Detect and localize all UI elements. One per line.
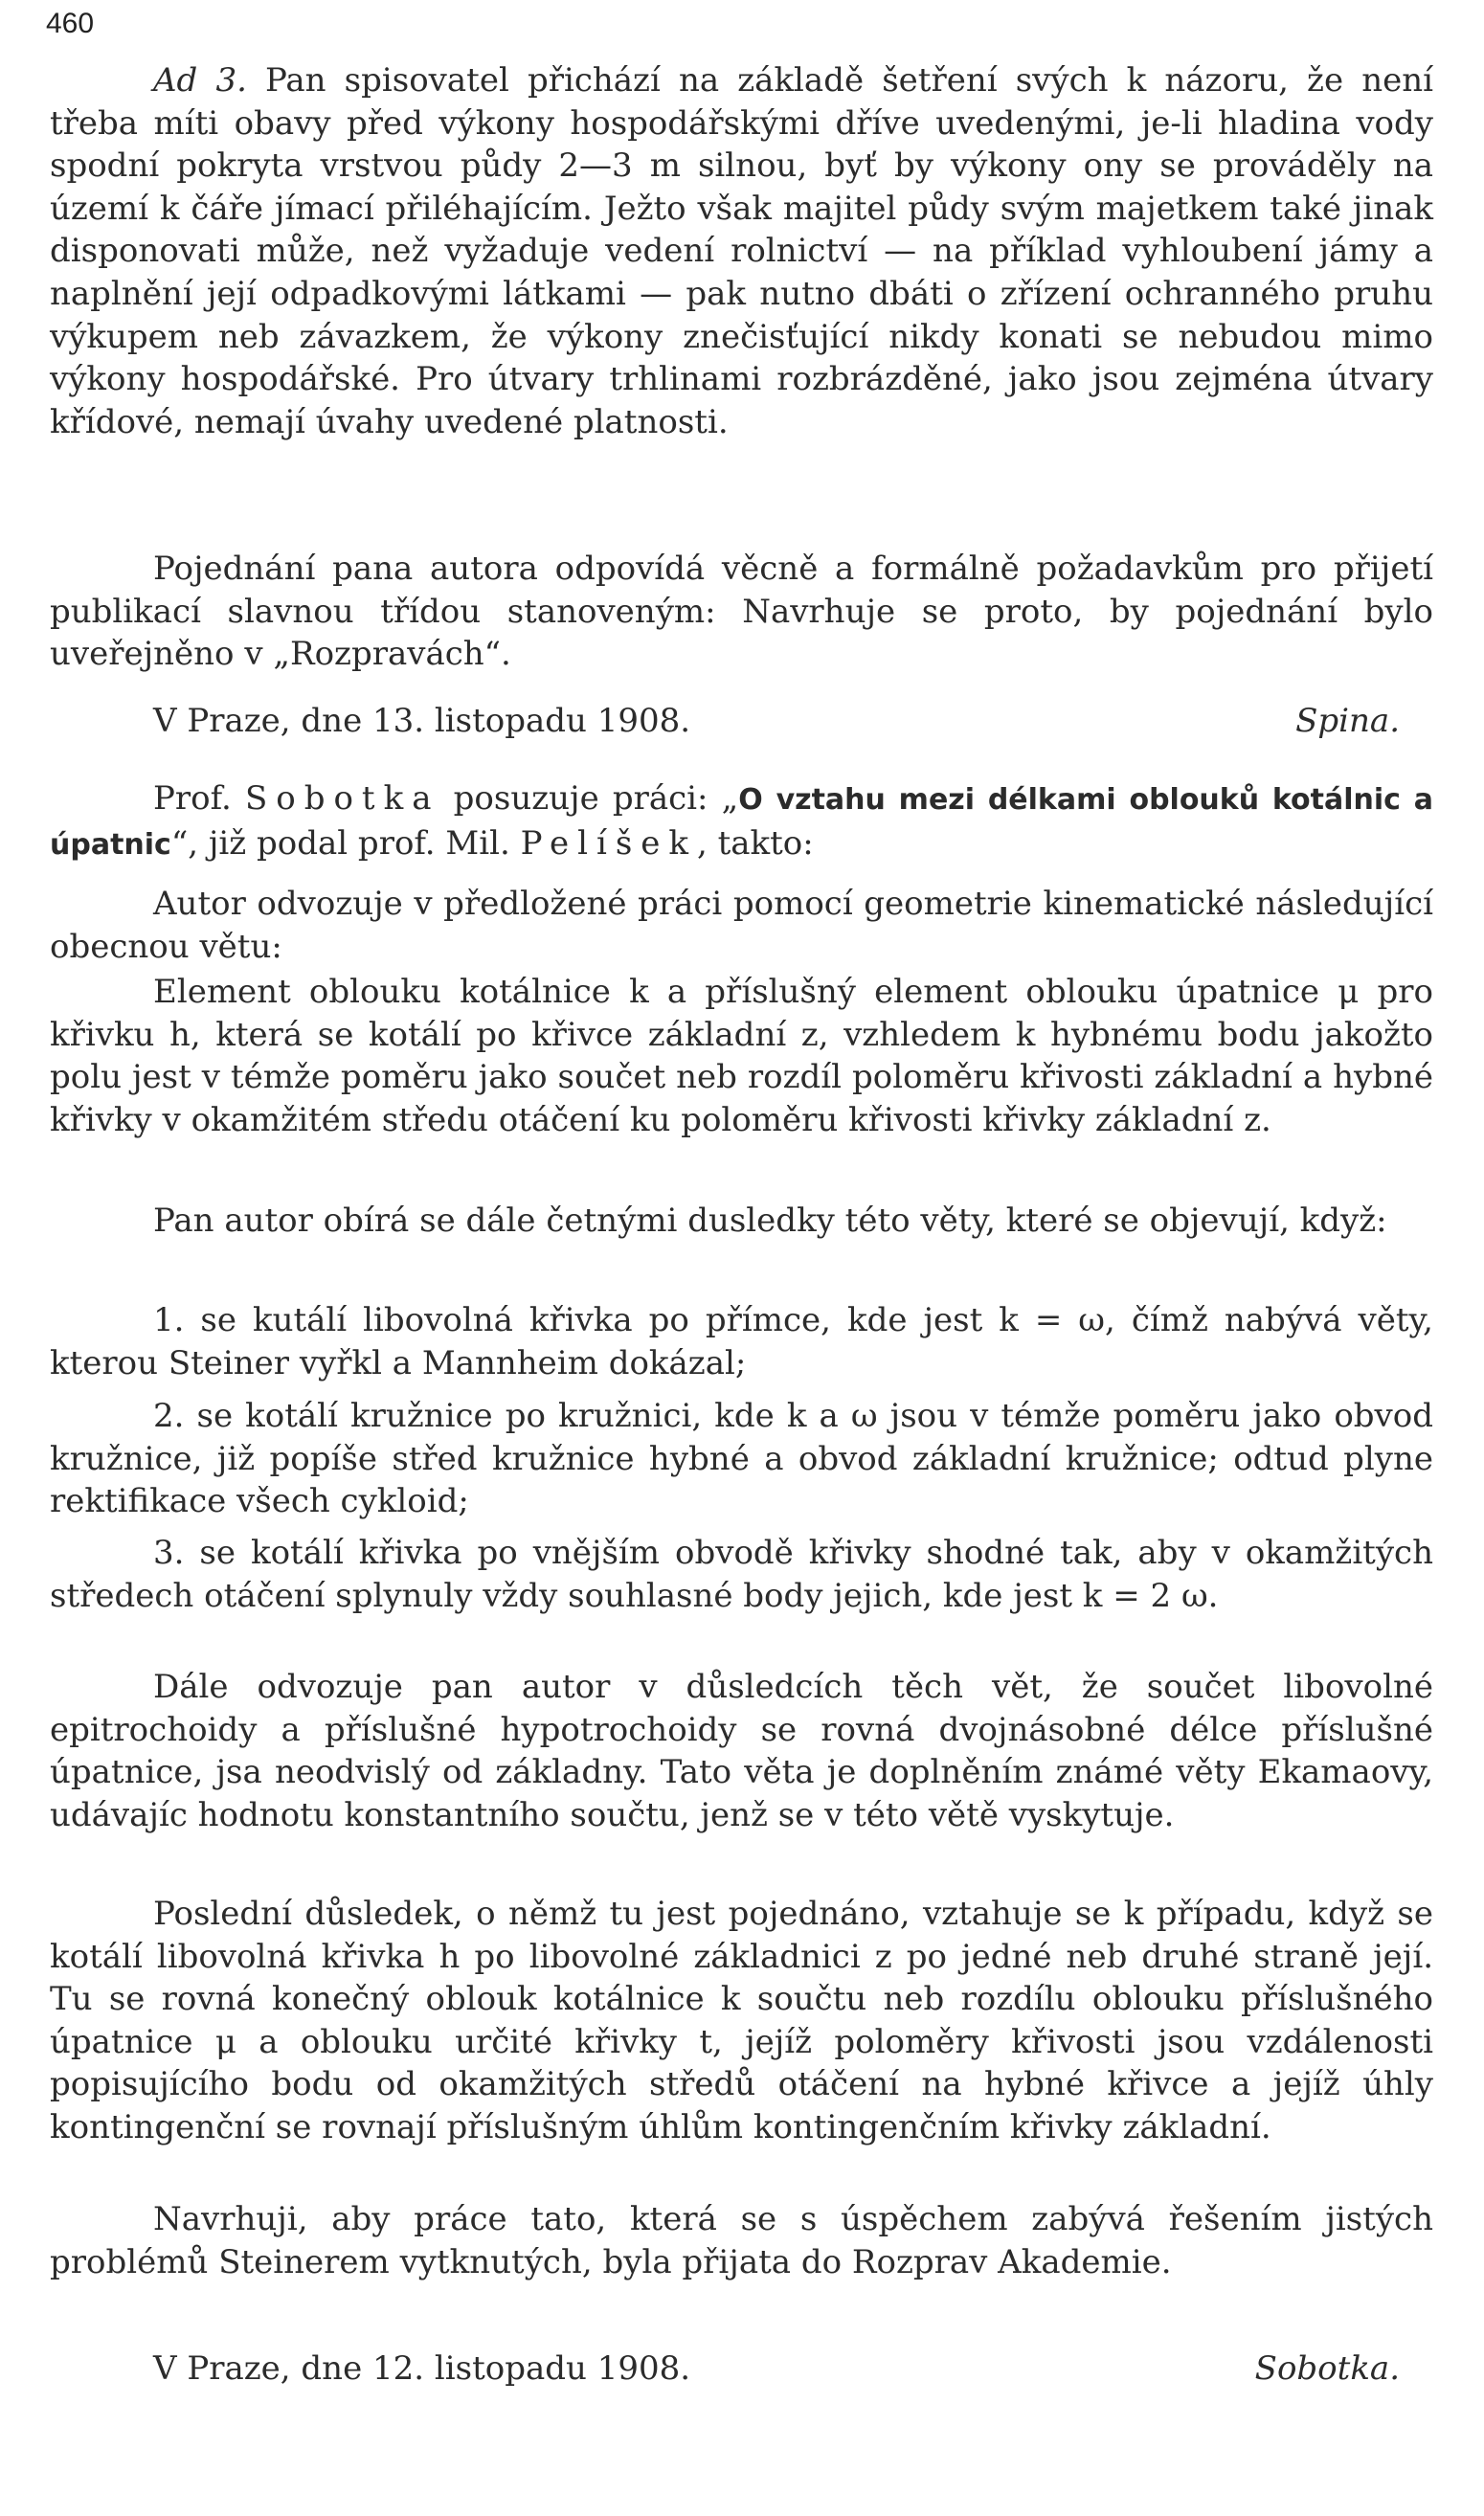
report1-paragraph-1 [50, 59, 1433, 443]
report2-intro [50, 777, 1433, 866]
intro-mid: posuzuje práci: „ [453, 779, 739, 818]
report1-p1-text: Pan spisovatel přichází na základě šetření svých k názoru, že není třeba míti obavy před výkony hospodářskými dříve uvedenými, je-li hladina vody spodní pokryta vrstvou půdy 2—3 m silnou, byť by výkony ony se prováděly na území k čáře jímací přiléhajícím. Ježto však majitel půdy svým majetkem také jinak disponovati může, než vyžaduje vedení rolnictví — na příklad vyhloubení jámy a naplnění její odpadkovými látkami — pak nutno dbáti o zřízení ochranného pruhu výkupem neb závazkem, že výkony znečisťující nikdy konati se nebudou mimo výkony hospodářské. Pro útvary trhlinami rozbrázděné, jako jsou zejména útvary křídové, nemají úvahy uvedené platnosti. [50, 61, 1433, 441]
intro-prefix: Prof. [153, 779, 232, 818]
intro-mid2: “, již podal prof. Mil. [170, 823, 510, 863]
page-number: 460 [46, 8, 95, 39]
reviewer-name: Sobotka [244, 779, 440, 818]
consequence-item-1: 1. se kutálí libovolná křivka po přímce, kde jest k = ω, čímž nabývá věty, kterou Steiner vyřkl a Mannheim dokázal; [50, 1301, 1433, 1382]
intro-end: , takto: [696, 823, 814, 863]
consequence-item-2: 2. se kotálí kružnice po kružnici, kde k a ω jsou v témže poměru jako obvod kružnice, již popíše střed kružnice hybné a obvod základní kružnice; odtud plyne rektifikace všech cykloid; [50, 1397, 1433, 1521]
theorem-statement: Element oblouku kotálnice k a příslušný element oblouku úpatnice μ pro křivku h, která se kotálí po křivce základní z, vzhledem k hybnému bodu jakožto polu jest v témže poměru jako součet neb rozdíl poloměru křivosti základní a hybné křivky v okamžitém středu otáčení ku poloměru křivosti křivky základní z. [50, 973, 1433, 1139]
report1-paragraph-2: Pojednání pana autora odpovídá věcně a formálně požadavkům pro přijetí publikací slavnou třídou stanoveným: Navrhuje se proto, by pojednání bylo uveřejněno v „Rozpravách“. [50, 550, 1433, 674]
theorem-intro: Autor odvozuje v předložené práci pomocí geometrie kinematické následující obecnou větu: [50, 885, 1433, 966]
consequences-intro: Pan autor obírá se dále četnými dusledky této věty, které se objevují, když: [153, 1202, 1387, 1240]
consequence-item-3: 3. se kotálí křivka po vnějším obvodě křivky shodné tak, aby v okamžitých středech otáčení splynuly vždy souhlasné body jejich, kde jest k = 2 ω. [50, 1534, 1433, 1615]
report1-signature-line [50, 700, 1400, 742]
report1-signature: Spina. [1295, 702, 1400, 740]
report1-lead: Ad 3. [153, 61, 247, 100]
last-consequence-paragraph: Poslední důsledek, o němž tu jest pojednáno, vztahuje se k případu, když se kotálí libovolná křivka h po libovolné základnici z po jedné neb druhé straně její. Tu se rovná konečný oblouk kotálnice k součtu neb rozdílu oblouku příslušného úpatnice μ a oblouku určité křivky t, jejíž poloměry křivosti jsou vzdálenosti popisujícího bodu od okamžitých středů otáčení na hybné křivce a jejíž úhly kontingenční se rovnají příslušným úhlům kontingenčním křivky základní. [50, 1895, 1433, 2146]
report2-signature-line [50, 2348, 1400, 2390]
report1-date: V Praze, dne 13. listopadu 1908. [153, 702, 691, 740]
report2-signature: Sobotka. [1254, 2349, 1400, 2388]
report2-date: V Praze, dne 12. listopadu 1908. [153, 2349, 691, 2388]
paper-title: O vztahu mezi délkami oblouků kotálnic a úpatnic [50, 783, 1433, 862]
author-name: Pelíšek [520, 823, 697, 863]
proposal-paragraph: Navrhuji, aby práce tato, která se s úspěchem zabývá řešením jistých problémů Steinerem vytknutých, byla přijata do Rozprav Akademie. [50, 2200, 1433, 2281]
ekama-paragraph: Dále odvozuje pan autor v důsledcích těch vět, že součet libovolné epitrochoidy a příslušné hypotrochoidy se rovná dvojnásobné délce příslušné úpatnice, jsa neodvislý od základny. Tato věta je doplněním známé věty Ekamaovy, udávajíc hodnotu konstantního součtu, jenž se v této větě vyskytuje. [50, 1668, 1433, 1834]
